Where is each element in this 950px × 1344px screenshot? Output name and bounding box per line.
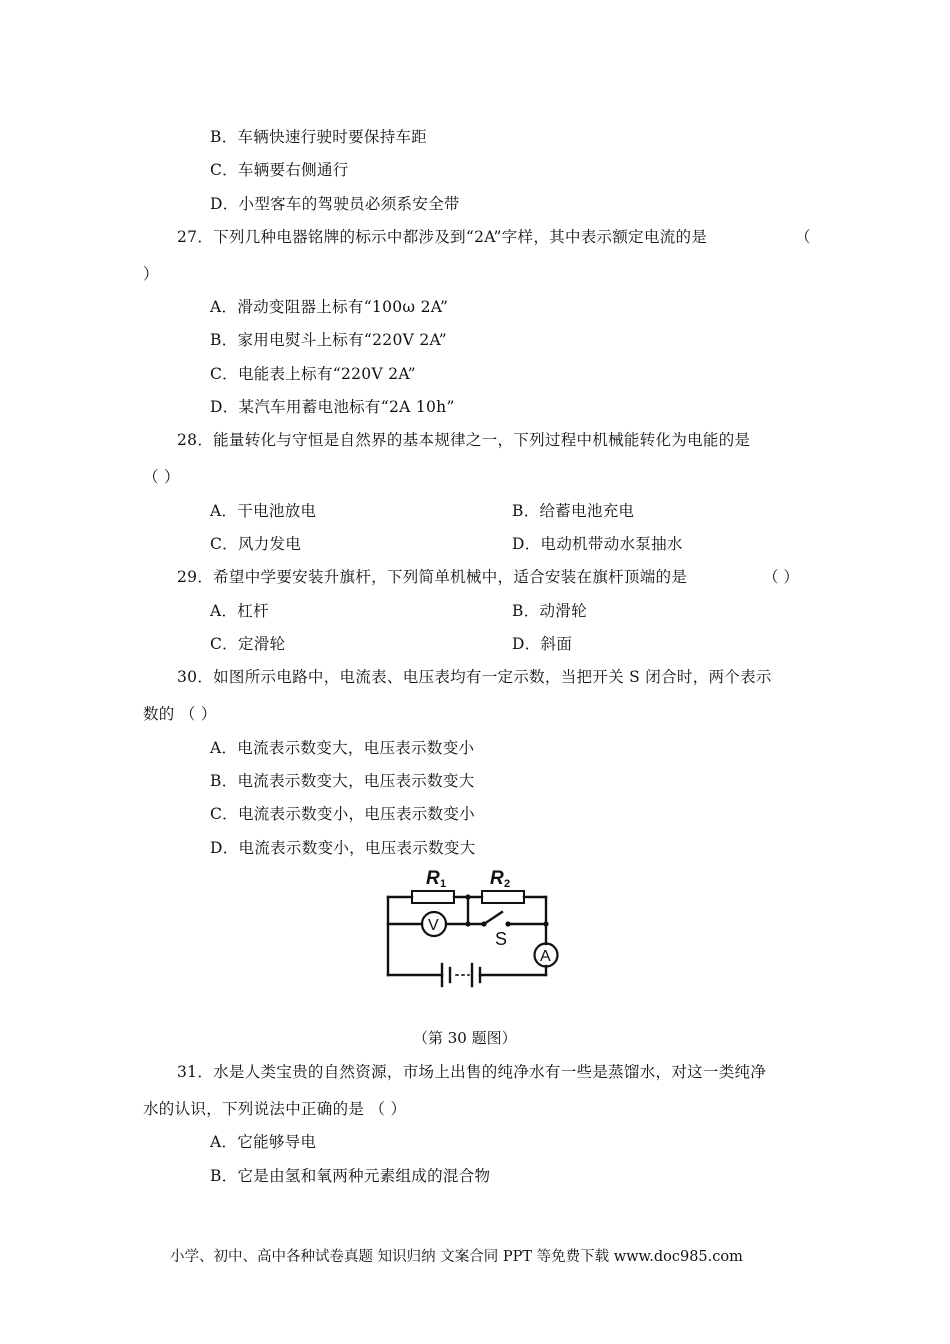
label-r2: R: [490, 868, 504, 889]
q31-option-b: B．它是由氢和氧两种元素组成的混合物: [210, 1167, 491, 1185]
q27-option-d: D．某汽车用蓄电池标有“2A 10h”: [210, 398, 455, 416]
q29-option-a: A．杠杆: [210, 602, 269, 620]
resistor-r1: [412, 891, 454, 903]
q27-bracket-open: （: [795, 228, 811, 246]
q27-option-b: B．家用电熨斗上标有“220V 2A”: [210, 331, 447, 349]
q28-option-d: D．电动机带动水泵抽水: [512, 535, 683, 553]
resistor-r2: [482, 891, 524, 903]
q27-option-a: A．滑动变阻器上标有“100ω 2A”: [210, 298, 449, 316]
label-r1: R: [426, 868, 440, 889]
q28-stem: 28．能量转化与守恒是自然界的基本规律之一，下列过程中机械能转化为电能的是: [177, 431, 751, 449]
q28-option-b: B．给蓄电池充电: [512, 502, 635, 520]
q27-option-c: C．电能表上标有“220V 2A”: [210, 365, 416, 383]
q26-option-d: D．小型客车的驾驶员必须系安全带: [210, 195, 460, 213]
q29-option-d: D．斜面: [512, 635, 573, 653]
label-r1-sub: 1: [440, 878, 447, 890]
q30-stem-cont: 数的 （ ）: [143, 705, 217, 723]
label-r2-sub: 2: [504, 878, 511, 890]
page-footer: 小学、初中、高中各种试卷真题 知识归纳 文案合同 PPT 等免费下载 www.doc985.com: [170, 1249, 743, 1265]
q26-option-b: B．车辆快速行驶时要保持车距: [210, 128, 428, 146]
figure-caption: （第 30 题图）: [413, 1029, 517, 1047]
q28-option-a: A．干电池放电: [210, 502, 317, 520]
q28-stem-cont: （ ）: [143, 468, 180, 486]
q31-stem: 31．水是人类宝贵的自然资源，市场上出售的纯净水有一些是蒸馏水，对这一类纯净: [177, 1063, 767, 1081]
q31-stem-cont: 水的认识，下列说法中正确的是 （ ）: [143, 1100, 407, 1118]
q29-bracket: （ ）: [763, 568, 799, 586]
q26-option-c: C．车辆要右侧通行: [210, 161, 349, 179]
switch-label: S: [495, 929, 508, 949]
q28-option-c: C．风力发电: [210, 535, 302, 553]
q30-option-b: B．电流表示数变大，电压表示数变大: [210, 772, 475, 790]
circuit-diagram: [380, 862, 560, 990]
q27-stem: 27．下列几种电器铭牌的标示中都涉及到“2A”字样，其中表示额定电流的是: [177, 228, 708, 246]
q30-option-d: D．电流表示数变小，电压表示数变大: [210, 839, 476, 857]
ammeter-label: A: [540, 948, 551, 965]
q31-option-a: A．它能够导电: [210, 1133, 317, 1151]
q29-option-c: C．定滑轮: [210, 635, 286, 653]
q30-stem: 30．如图所示电路中，电流表、电压表均有一定示数，当把开关 S 闭合时，两个表示: [177, 668, 772, 686]
q30-option-a: A．电流表示数变大，电压表示数变小: [210, 739, 475, 757]
q30-option-c: C．电流表示数变小，电压表示数变小: [210, 805, 475, 823]
q29-option-b: B．动滑轮: [512, 602, 587, 620]
q27-bracket-close: ）: [143, 265, 159, 283]
q29-stem: 29．希望中学要安装升旗杆，下列简单机械中，适合安装在旗杆顶端的是: [177, 568, 688, 586]
voltmeter-label: V: [428, 917, 439, 934]
